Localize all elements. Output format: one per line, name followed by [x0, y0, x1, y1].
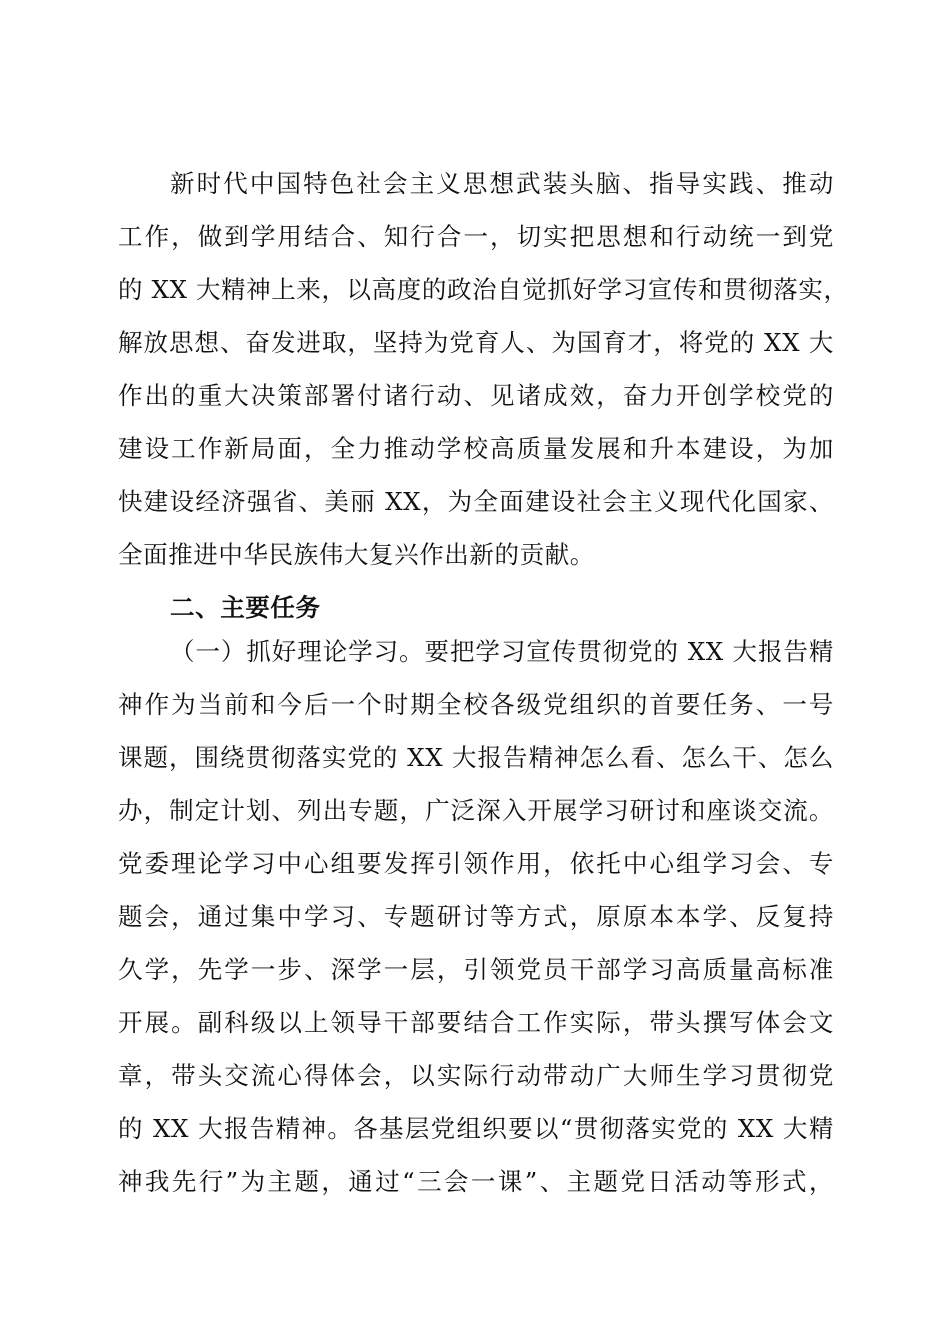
- paragraph-line: 作出的重大决策部署付诸行动、见诸成效，奋力开创学校党的: [118, 381, 834, 410]
- section-heading: 二、主要任务: [170, 593, 321, 622]
- paragraph-line: 新时代中国特色社会主义思想武装头脑、指导实践、推动: [170, 169, 834, 198]
- paragraph-theory-study: [118, 625, 834, 1208]
- paragraph-line: 开展。副科级以上领导干部要结合工作实际，带头撰写体会文: [118, 1008, 834, 1037]
- paragraph-line: 办，制定计划、列出专题，广泛深入开展学习研讨和座谈交流。: [118, 796, 834, 825]
- paragraph-line: 神我先行”为主题，通过“三会一课”、主题党日活动等形式，: [118, 1167, 834, 1196]
- paragraph-line: （一）抓好理论学习。要把学习宣传贯彻党的 XX 大报告精: [170, 637, 834, 666]
- paragraph-line: 快建设经济强省、美丽 XX，为全面建设社会主义现代化国家、: [118, 487, 834, 516]
- paragraph-line: 解放思想、奋发进取，坚持为党育人、为国育才，将党的 XX 大: [118, 328, 834, 357]
- paragraph-line: 工作，做到学用结合、知行合一，切实把思想和行动统一到党: [118, 222, 834, 251]
- paragraph-line: 久学，先学一步、深学一层，引领党员干部学习高质量高标准: [118, 955, 834, 984]
- paragraph-line: 建设工作新局面，全力推动学校高质量发展和升本建设，为加: [118, 434, 834, 463]
- paragraph-line: 神作为当前和今后一个时期全校各级党组织的首要任务、一号: [118, 690, 834, 719]
- paragraph-line: 章，带头交流心得体会，以实际行动带动广大师生学习贯彻党: [118, 1061, 834, 1090]
- paragraph-line: 的 XX 大报告精神。各基层党组织要以“贯彻落实党的 XX 大精: [118, 1114, 834, 1143]
- paragraph-intro: [118, 157, 849, 581]
- paragraph-line: 题会，通过集中学习、专题研讨等方式，原原本本学、反复持: [118, 902, 834, 931]
- paragraph-line: 课题，围绕贯彻落实党的 XX 大报告精神怎么看、怎么干、怎么: [118, 743, 834, 772]
- paragraph-line: 党委理论学习中心组要发挥引领作用，依托中心组学习会、专: [118, 849, 834, 878]
- paragraph-line: 全面推进中华民族伟大复兴作出新的贡献。: [118, 540, 595, 569]
- paragraph-line: 的 XX 大精神上来，以高度的政治自觉抓好学习宣传和贯彻落实，: [118, 275, 849, 304]
